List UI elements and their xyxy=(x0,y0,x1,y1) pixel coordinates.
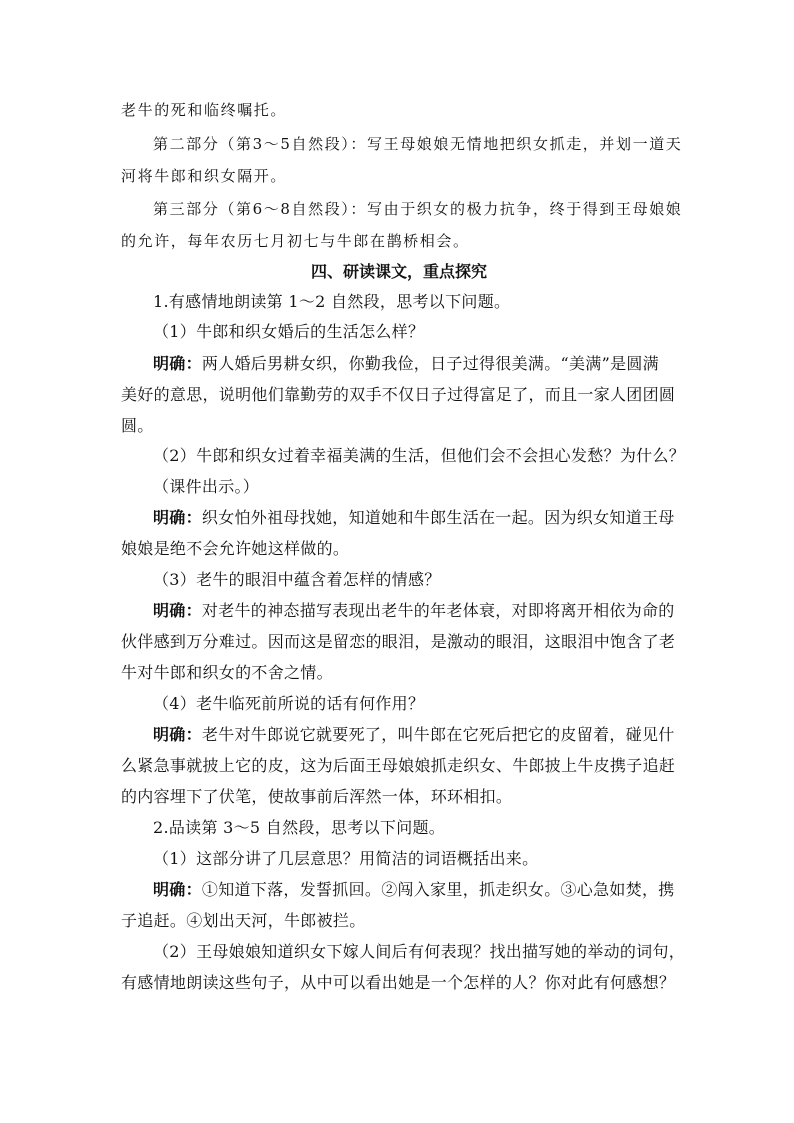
q2-sub1-answer-line2: 子追赶。④划出天河，牛郎被拦。 xyxy=(121,911,366,930)
section-heading: 四、研读课文，重点探究 xyxy=(310,262,487,281)
part2-line1: 第二部分（第3～5自然段）：写王母娘娘无情地把织女抓走，并划一道天 xyxy=(153,135,683,153)
q1-sub2-answer-line1 xyxy=(153,508,709,528)
answer-text: ①知道下落，发誓抓回。②闯入家里，抓走织女。③心急如焚，携 xyxy=(201,880,675,899)
q1-sub2-question: （2）牛郎和织女过着幸福美满的生活，但他们会不会担心发愁？为什么？ xyxy=(153,446,686,465)
answer-label: 明确： xyxy=(153,725,202,744)
q1-sub2-note: （课件出示。） xyxy=(153,477,260,496)
part3-line2: 的允许，每年农历七月初七与牛郎在鹊桥相会。 xyxy=(121,232,470,250)
part2-line2: 河将牛郎和织女隔开。 xyxy=(121,167,288,185)
answer-text: 对老牛的神态描写表现出老牛的年老体衰，对即将离开相依为命的 xyxy=(201,601,675,620)
q1-sub4-question: （4）老牛临死前所说的话有何作用？ xyxy=(153,694,425,713)
q2-sub1-question: （1）这部分讲了几层意思？用简洁的词语概括出来。 xyxy=(153,849,539,868)
answer-label: 明确： xyxy=(153,354,202,373)
q1-sub2-answer-line2: 娘娘是绝不会允许她这样做的。 xyxy=(121,539,350,558)
q1-sub1-answer-line3: 圆。 xyxy=(121,416,154,435)
q1-sub3-answer-line3: 牛对牛郎和织女的不舍之情。 xyxy=(121,663,333,682)
q1-sub3-question: （3）老牛的眼泪中蕴含着怎样的情感？ xyxy=(153,570,441,589)
answer-label: 明确： xyxy=(153,880,202,899)
q1-sub3-answer-line1 xyxy=(153,601,709,621)
q1-sub3-answer-line2: 伙伴感到万分难过。因而这是留恋的眼泪，是激动的眼泪，这眼泪中饱含了老 xyxy=(121,632,676,651)
part1-tail: 老牛的死和临终嘱托。 xyxy=(121,101,288,119)
q1-sub4-answer-line2: 么紧急事就披上它的皮，这为后面王母娘娘抓走织女、牛郎披上牛皮携子追赶 xyxy=(121,756,676,775)
q1-prompt: 1.有感情地朗读第 1～2 自然段，思考以下问题。 xyxy=(153,292,511,311)
answer-label: 明确： xyxy=(153,601,202,620)
q1-sub4-answer-line1 xyxy=(153,725,709,745)
answer-text: 织女怕外祖母找她，知道她和牛郎生活在一起。因为织女知道王母 xyxy=(201,508,675,527)
q1-sub4-answer-line3: 的内容埋下了伏笔，使故事前后浑然一体，环环相扣。 xyxy=(121,787,513,806)
answer-label: 明确： xyxy=(153,508,202,527)
q2-sub2-question-line2: 有感情地朗读这些句子，从中可以看出她是一个怎样的人？你对此有何感想？ xyxy=(121,973,676,992)
q1-sub1-answer-line2: 美好的意思，说明他们靠勤劳的双手不仅日子过得富足了，而且一家人团团圆 xyxy=(121,385,676,404)
q1-sub1-question: （1）牛郎和织女婚后的生活怎么样？ xyxy=(153,322,425,341)
q2-prompt: 2.品读第 3～5 自然段，思考以下问题。 xyxy=(153,818,446,837)
part3-line1: 第三部分（第6～8自然段）：写由于织女的极力抗争，终于得到王母娘娘 xyxy=(153,200,683,218)
answer-text: 两人婚后男耕女织，你勤我俭，日子过得很美满。“美满”是圆满 xyxy=(201,354,659,373)
q2-sub2-question-line1: （2）王母娘娘知道织女下嫁人间后有何表现？找出描写她的举动的词句， xyxy=(153,942,686,961)
q1-sub1-answer-line1 xyxy=(153,354,709,374)
answer-text: 老牛对牛郎说它就要死了，叫牛郎在它死后把它的皮留着，碰见什 xyxy=(201,725,675,744)
q2-sub1-answer-line1 xyxy=(153,880,709,900)
